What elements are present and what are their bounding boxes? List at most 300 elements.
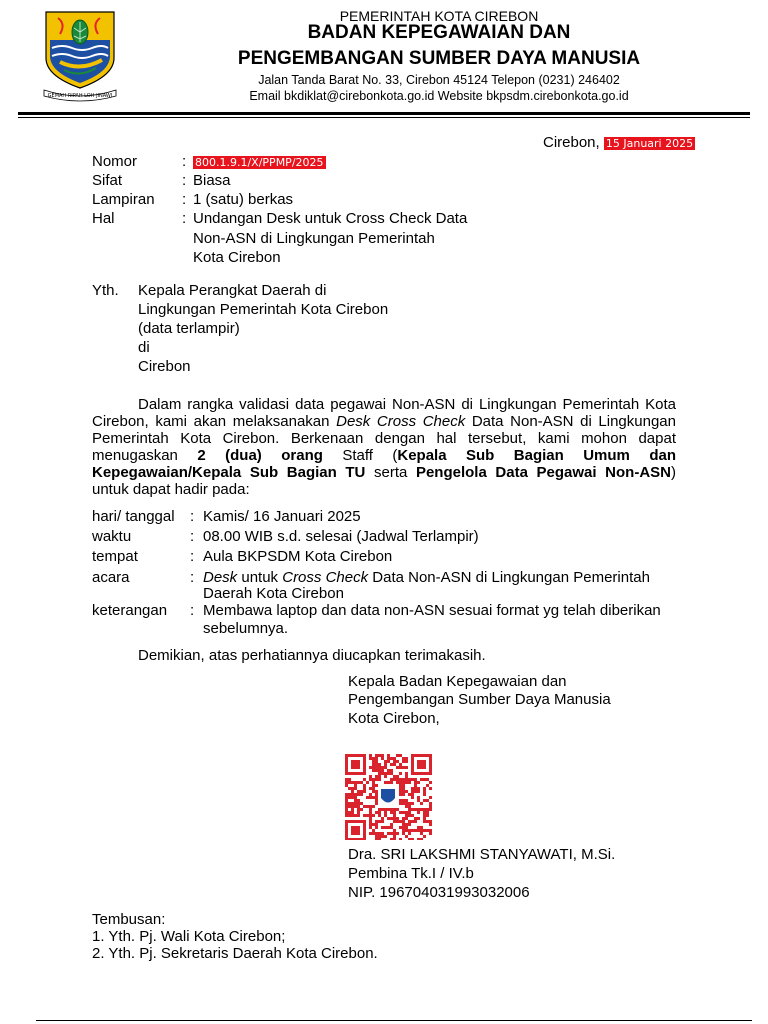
qr-module — [429, 820, 432, 823]
qr-module — [423, 814, 426, 817]
qr-module — [345, 778, 348, 781]
qr-module — [351, 814, 354, 817]
qr-module — [351, 781, 354, 784]
qr-module — [429, 787, 432, 790]
qr-module — [375, 760, 378, 763]
qr-module — [360, 781, 363, 784]
qr-module — [384, 766, 387, 769]
qr-module — [429, 805, 432, 808]
qr-module — [423, 820, 426, 823]
qr-module — [396, 778, 399, 781]
qr-module — [405, 826, 408, 829]
qr-finder-pattern — [351, 760, 360, 769]
qr-module — [351, 808, 354, 811]
qr-module — [363, 784, 366, 787]
qr-module — [375, 793, 378, 796]
colon: : — [182, 172, 187, 189]
qr-module — [375, 778, 378, 781]
qr-module — [372, 823, 375, 826]
qr-module — [363, 805, 366, 808]
qr-module — [399, 784, 402, 787]
qr-module — [417, 790, 420, 793]
qr-module — [375, 769, 378, 772]
qr-module — [393, 760, 396, 763]
qr-module — [405, 829, 408, 832]
qr-module — [372, 778, 375, 781]
detail-value-date: Kamis/ 16 Januari 2025 — [203, 508, 361, 525]
qr-module — [378, 808, 381, 811]
qr-module — [402, 793, 405, 796]
qr-module — [354, 787, 357, 790]
qr-module — [393, 775, 396, 778]
qr-module — [405, 766, 408, 769]
qr-module — [423, 811, 426, 814]
qr-module — [369, 757, 372, 760]
colon: : — [190, 569, 195, 586]
qr-module — [351, 787, 354, 790]
qr-module — [393, 832, 396, 835]
qr-module — [360, 790, 363, 793]
qr-module — [423, 787, 426, 790]
qr-module — [369, 775, 372, 778]
qr-module — [381, 766, 384, 769]
qr-module — [396, 808, 399, 811]
qr-module — [402, 829, 405, 832]
recipient-line: (data terlampir) — [138, 320, 240, 337]
qr-module — [375, 823, 378, 826]
qr-module — [378, 766, 381, 769]
qr-module — [408, 805, 411, 808]
qr-module — [378, 775, 381, 778]
qr-module — [390, 808, 393, 811]
qr-module — [369, 796, 372, 799]
qr-module — [378, 835, 381, 838]
qr-module — [402, 799, 405, 802]
qr-module — [417, 817, 420, 820]
qr-module — [390, 778, 393, 781]
qr-module — [417, 826, 420, 829]
detail-value-time: 08.00 WIB s.d. selesai (Jadwal Terlampir) — [203, 528, 479, 545]
qr-module — [354, 781, 357, 784]
qr-module — [399, 790, 402, 793]
qr-module — [426, 808, 429, 811]
qr-module — [348, 805, 351, 808]
qr-module — [402, 784, 405, 787]
qr-module — [399, 820, 402, 823]
qr-module — [426, 784, 429, 787]
qr-module — [423, 790, 426, 793]
qr-module — [345, 808, 348, 811]
qr-module — [402, 817, 405, 820]
qr-module — [402, 787, 405, 790]
qr-module — [405, 775, 408, 778]
qr-module — [414, 817, 417, 820]
letterhead-government: PEMERINTAH KOTA CIREBON — [339, 8, 539, 24]
qr-module — [366, 814, 369, 817]
qr-module — [420, 832, 423, 835]
qr-module — [399, 793, 402, 796]
qr-module — [369, 832, 372, 835]
qr-module — [372, 829, 375, 832]
qr-module — [369, 787, 372, 790]
recipient-line: di — [138, 339, 150, 356]
qr-module — [408, 838, 411, 840]
qr-module — [384, 775, 387, 778]
qr-module — [417, 808, 420, 811]
qr-module — [411, 778, 414, 781]
qr-module — [405, 790, 408, 793]
qr-module — [363, 790, 366, 793]
field-label-lampiran: Lampiran — [92, 191, 155, 208]
field-value-hal: Undangan Desk untuk Cross Check Data — [193, 210, 468, 227]
qr-module — [393, 757, 396, 760]
qr-module — [393, 778, 396, 781]
qr-module — [396, 781, 399, 784]
qr-module — [372, 796, 375, 799]
qr-module — [420, 778, 423, 781]
qr-module — [375, 835, 378, 838]
qr-module — [417, 796, 420, 799]
qr-module — [381, 835, 384, 838]
qr-module — [354, 802, 357, 805]
qr-module — [417, 799, 420, 802]
qr-module — [351, 811, 354, 814]
qr-module — [369, 808, 372, 811]
qr-module — [369, 793, 372, 796]
qr-module — [372, 784, 375, 787]
qr-module — [381, 817, 384, 820]
qr-module — [420, 802, 423, 805]
qr-module — [411, 814, 414, 817]
qr-module — [411, 820, 414, 823]
qr-module — [345, 781, 348, 784]
qr-module — [411, 793, 414, 796]
qr-finder-pattern — [417, 760, 426, 769]
qr-module — [426, 799, 429, 802]
qr-module — [345, 814, 348, 817]
qr-module — [393, 835, 396, 838]
letterhead-divider-thick — [18, 112, 750, 115]
detail-label-note: keterangan — [92, 602, 168, 619]
qr-module — [375, 820, 378, 823]
qr-module — [387, 772, 390, 775]
body-paragraph: Dalam rangka validasi data pegawai Non-ASN di Lingkungan Pemerintah Kota Cirebon, kami akan melaksanakan Desk Cross Check Data Non-ASN di Lingkungan Pemerintah Kota Cirebon. Berkenaan dengan hal tersebut, kami mohon dapat menugaskan 2 (dua) orang Staff (Kepala Sub Bagian Umum dan Kepegawaian/Kepala Sub Bagian TU serta Pengelola Data Pegawai Non-ASN) untuk dapat hadir pada: — [92, 396, 676, 498]
qr-module — [423, 808, 426, 811]
qr-module — [429, 823, 432, 826]
detail-label-place: tempat — [92, 548, 138, 565]
qr-finder-pattern — [351, 826, 360, 835]
qr-module — [399, 766, 402, 769]
signatory-title-line3: Kota Cirebon, — [348, 710, 440, 727]
qr-module — [366, 805, 369, 808]
qr-module — [390, 763, 393, 766]
detail-label-time: waktu — [92, 528, 132, 545]
qr-module — [381, 772, 384, 775]
qr-module — [378, 811, 381, 814]
qr-module — [348, 781, 351, 784]
qr-module — [345, 799, 348, 802]
qr-module — [405, 781, 408, 784]
qr-module — [411, 787, 414, 790]
qr-module — [351, 805, 354, 808]
qr-module — [417, 811, 420, 814]
qr-module — [378, 814, 381, 817]
qr-module — [348, 778, 351, 781]
date-city: Cirebon, — [543, 134, 600, 151]
qr-module — [405, 835, 408, 838]
qr-module — [375, 838, 378, 840]
qr-module — [402, 760, 405, 763]
qr-module — [357, 808, 360, 811]
qr-module — [411, 796, 414, 799]
qr-module — [393, 829, 396, 832]
qr-module — [345, 811, 348, 814]
qr-module — [357, 799, 360, 802]
qr-module — [393, 817, 396, 820]
qr-module — [384, 808, 387, 811]
qr-module — [366, 781, 369, 784]
recipient-city: Cirebon — [138, 358, 191, 375]
qr-module — [408, 829, 411, 832]
qr-module — [381, 808, 384, 811]
qr-module — [378, 838, 381, 840]
qr-module — [378, 820, 381, 823]
letterhead-agency-line1: BADAN KEPEGAWAIAN DAN — [307, 22, 571, 43]
qr-module — [375, 775, 378, 778]
qr-module — [405, 823, 408, 826]
emphasis-staff-count: 2 (dua) orang — [197, 447, 323, 464]
qr-module — [375, 757, 378, 760]
qr-module — [411, 802, 414, 805]
qr-module — [402, 790, 405, 793]
qr-module — [378, 772, 381, 775]
qr-module — [405, 772, 408, 775]
qr-module — [405, 799, 408, 802]
qr-module — [354, 799, 357, 802]
qr-module — [405, 817, 408, 820]
qr-module — [399, 763, 402, 766]
qr-module — [384, 835, 387, 838]
qr-module — [387, 817, 390, 820]
qr-module — [369, 823, 372, 826]
qr-module — [411, 838, 414, 840]
qr-module — [390, 811, 393, 814]
qr-module — [351, 802, 354, 805]
qr-module — [378, 769, 381, 772]
qr-module — [429, 796, 432, 799]
qr-module — [351, 796, 354, 799]
qr-module — [357, 814, 360, 817]
qr-module — [354, 805, 357, 808]
qr-module — [372, 760, 375, 763]
letterhead-contact: Email bkdiklat@cirebonkota.go.id Website bkpsdm.cirebonkota.go.id — [249, 89, 629, 103]
qr-module — [423, 799, 426, 802]
qr-module — [366, 796, 369, 799]
qr-module — [369, 754, 372, 757]
qr-module — [408, 814, 411, 817]
letterhead-address: Jalan Tanda Barat No. 33, Cirebon 45124 Telepon (0231) 246402 — [258, 73, 620, 87]
qr-module — [399, 811, 402, 814]
field-label-sifat: Sifat — [92, 172, 123, 189]
detail-value-place: Aula BKPSDM Kota Cirebon — [203, 548, 393, 565]
qr-module — [414, 829, 417, 832]
qr-module — [429, 781, 432, 784]
qr-module — [354, 814, 357, 817]
field-value-sifat: Biasa — [193, 172, 231, 189]
signatory-nip: NIP. 196704031993032006 — [348, 884, 530, 901]
closing-sentence: Demikian, atas perhatiannya diucapkan terimakasih. — [138, 647, 486, 664]
qr-module — [360, 793, 363, 796]
qr-module — [372, 766, 375, 769]
qr-module — [405, 811, 408, 814]
qr-module — [399, 772, 402, 775]
qr-module — [402, 802, 405, 805]
qr-module — [354, 796, 357, 799]
qr-module — [405, 778, 408, 781]
qr-module — [372, 769, 375, 772]
qr-module — [390, 823, 393, 826]
qr-module — [375, 766, 378, 769]
qr-module — [393, 808, 396, 811]
qr-module — [354, 784, 357, 787]
qr-module — [372, 781, 375, 784]
qr-module — [393, 763, 396, 766]
qr-module — [345, 793, 348, 796]
qr-module — [360, 802, 363, 805]
qr-module — [396, 775, 399, 778]
qr-module — [375, 799, 378, 802]
qr-module — [384, 814, 387, 817]
qr-module — [399, 754, 402, 757]
electronic-signature-qr-code — [344, 754, 434, 840]
qr-module — [408, 793, 411, 796]
qr-module — [378, 778, 381, 781]
qr-module — [348, 787, 351, 790]
crest-motto: GEMAH RIPAH LOH JINAWI — [47, 93, 113, 99]
qr-module — [399, 826, 402, 829]
qr-module — [405, 805, 408, 808]
qr-module — [384, 811, 387, 814]
qr-module — [390, 832, 393, 835]
recipient-prefix: Yth. — [92, 282, 119, 299]
qr-module — [381, 820, 384, 823]
qr-module — [387, 769, 390, 772]
detail-value-event-cont: Daerah Kota Cirebon — [203, 585, 344, 602]
qr-module — [423, 817, 426, 820]
qr-module — [369, 817, 372, 820]
qr-module — [375, 832, 378, 835]
qr-module — [423, 793, 426, 796]
signatory-name: Dra. SRI LAKSHMI STANYAWATI, M.Si. — [348, 846, 616, 863]
qr-module — [420, 838, 423, 840]
qr-module — [408, 802, 411, 805]
qr-module — [369, 811, 372, 814]
qr-module — [387, 808, 390, 811]
page-footer-line — [36, 1020, 752, 1021]
qr-module — [381, 769, 384, 772]
field-label-hal: Hal — [92, 210, 115, 227]
colon: : — [190, 528, 195, 545]
qr-module — [426, 829, 429, 832]
qr-module — [405, 760, 408, 763]
qr-module — [375, 763, 378, 766]
qr-module — [417, 787, 420, 790]
qr-module — [375, 826, 378, 829]
qr-module — [426, 814, 429, 817]
colon: : — [182, 191, 187, 208]
qr-module — [372, 832, 375, 835]
qr-module — [399, 778, 402, 781]
qr-module — [357, 811, 360, 814]
qr-module — [372, 763, 375, 766]
qr-module — [372, 757, 375, 760]
qr-module — [375, 784, 378, 787]
qr-module — [417, 781, 420, 784]
cc-item: 1. Yth. Pj. Wali Kota Cirebon; — [92, 928, 286, 945]
detail-value-event: Desk untuk Cross Check Data Non-ASN di Lingkungan Pemerintah — [203, 569, 650, 586]
qr-module — [357, 781, 360, 784]
qr-module — [348, 793, 351, 796]
qr-module — [390, 769, 393, 772]
qr-module — [423, 829, 426, 832]
qr-module — [357, 802, 360, 805]
qr-module — [411, 829, 414, 832]
qr-module — [396, 760, 399, 763]
qr-module — [360, 808, 363, 811]
letterhead-agency-line2: PENGEMBANGAN SUMBER DAYA MANUSIA — [237, 48, 641, 69]
qr-module — [396, 817, 399, 820]
qr-module — [384, 760, 387, 763]
colon: : — [182, 153, 187, 170]
qr-module — [348, 814, 351, 817]
qr-module — [357, 805, 360, 808]
qr-module — [408, 823, 411, 826]
qr-module — [408, 832, 411, 835]
qr-module — [363, 787, 366, 790]
qr-module — [357, 793, 360, 796]
qr-module — [381, 832, 384, 835]
qr-module — [423, 778, 426, 781]
qr-module — [345, 805, 348, 808]
qr-module — [420, 826, 423, 829]
qr-module — [417, 838, 420, 840]
detail-label-date: hari/ tanggal — [92, 508, 175, 525]
qr-module — [375, 802, 378, 805]
recipient-line: Kepala Perangkat Daerah di — [138, 282, 327, 299]
qr-module — [351, 790, 354, 793]
qr-module — [399, 787, 402, 790]
qr-module — [390, 772, 393, 775]
qr-module — [405, 814, 408, 817]
qr-module — [387, 832, 390, 835]
field-value-nomor: 800.1.9.1/X/PPMP/2025 — [195, 156, 324, 169]
detail-label-event: acara — [92, 569, 130, 586]
qr-module — [396, 820, 399, 823]
colon: : — [190, 548, 195, 565]
qr-module — [384, 763, 387, 766]
qr-module — [372, 805, 375, 808]
cc-item: 2. Yth. Pj. Sekretaris Daerah Kota Cirebon. — [92, 945, 378, 962]
qr-module — [390, 817, 393, 820]
letterhead-divider-thin — [18, 117, 750, 118]
qr-module — [417, 829, 420, 832]
qr-module — [345, 784, 348, 787]
qr-module — [396, 832, 399, 835]
qr-module — [402, 778, 405, 781]
field-value-hal-cont2: Kota Cirebon — [193, 249, 281, 266]
qr-module — [402, 766, 405, 769]
qr-module — [393, 811, 396, 814]
